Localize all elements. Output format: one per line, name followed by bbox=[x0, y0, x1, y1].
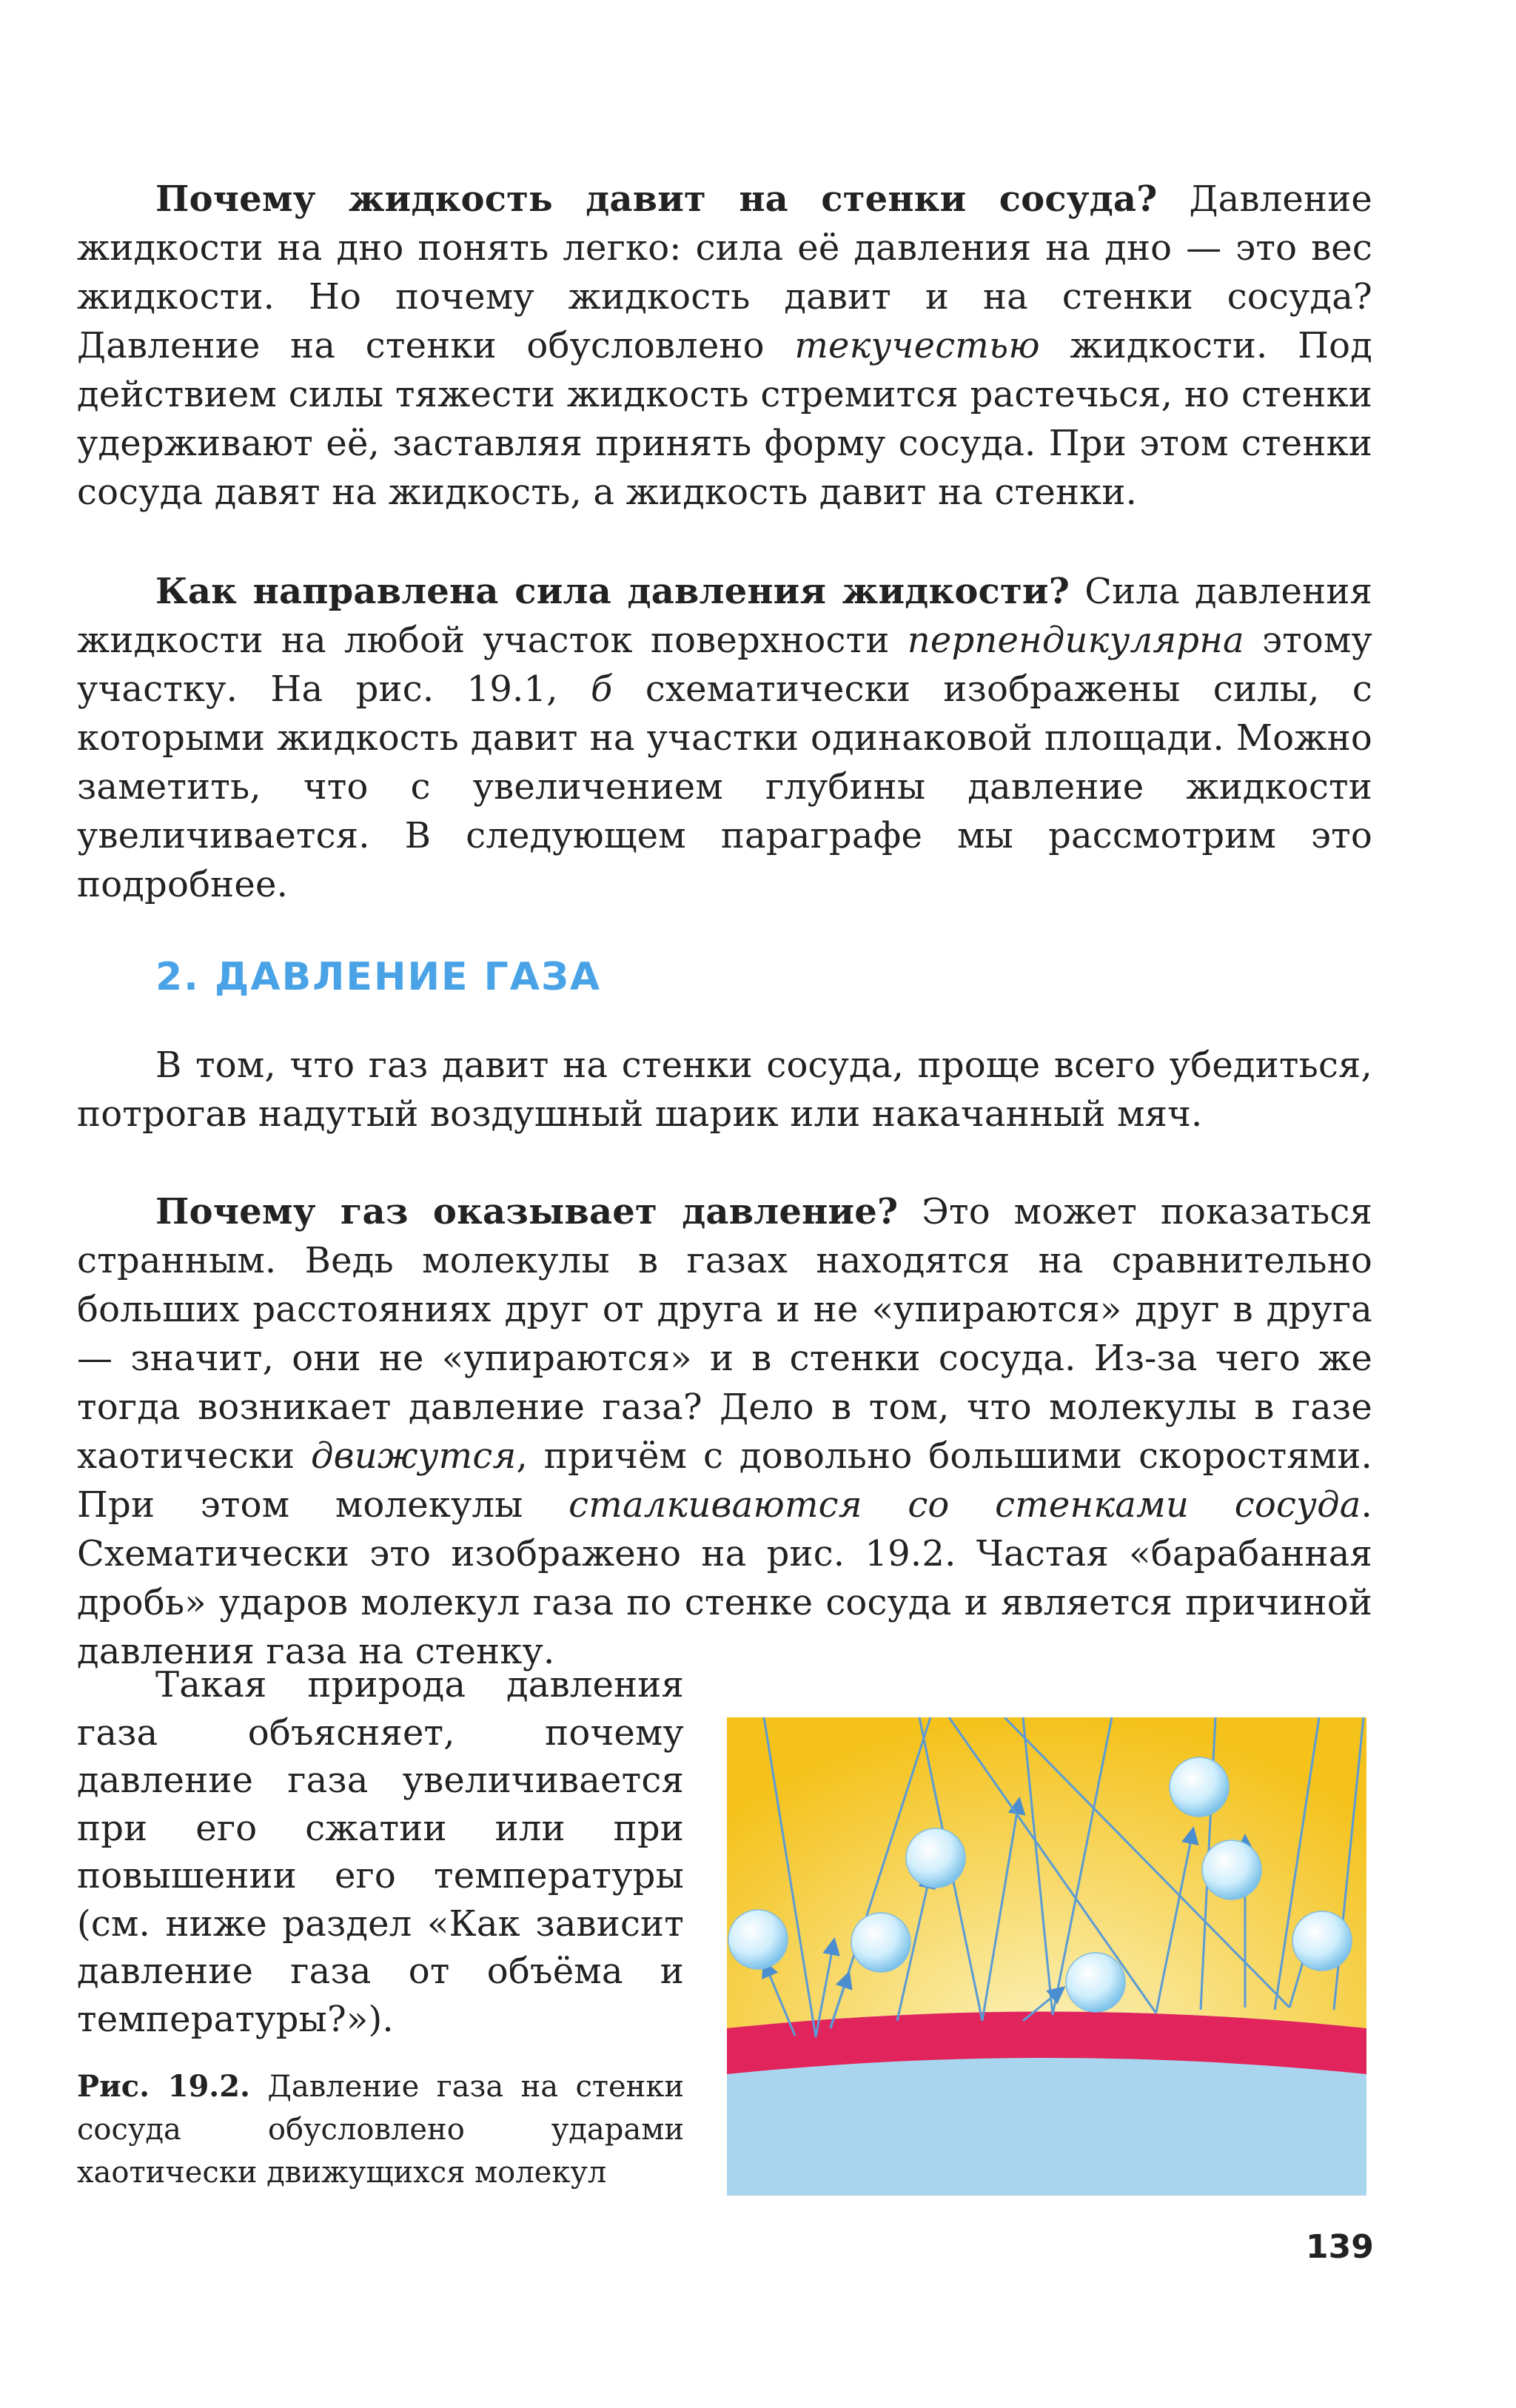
caption-text: Давление газа на стенки сосуда обусловлено ударами хаотически движущихся молекул bbox=[77, 2070, 684, 2190]
figure-caption bbox=[77, 2065, 684, 2194]
paragraph-gas-pressure bbox=[77, 1187, 1372, 1676]
italic-term: движутся bbox=[311, 1435, 517, 1477]
paragraph-text-span: Давление жидкости на дно понять легко: сила её давления на дно — это вес жидкости. Но почему жидкость давит и на стенки сосуда? Давление на стенки обусловлено bbox=[77, 178, 1372, 366]
intro-text: В том, что газ давит на стенки сосуда, проще всего убедиться, потрогав надутый воздушный шарик или накачанный мяч. bbox=[77, 1044, 1372, 1135]
paragraph-text bbox=[77, 175, 1372, 517]
paragraph-text bbox=[77, 1187, 1372, 1676]
paragraph-lead: Как направлена сила давления жидкости? bbox=[155, 571, 1070, 612]
paragraph-text-span: Это может показаться странным. Ведь молекулы в газах находятся на сравнительно больших расстояниях друг от друга и не «упираются» друг в друга — значит, они не «упираются» и в стенки сосуда. Из-за чего же тогда возникает давление газа? Дело в том, что молекулы в газе хаотически bbox=[77, 1191, 1372, 1477]
paragraph-force-direction bbox=[77, 567, 1372, 909]
paragraph-text-span: этому участку. На рис. 19.1, bbox=[77, 620, 1372, 710]
paragraph-text-span: . Схематически это изображено на рис. 19.2. Частая «барабанная дробь» ударов молекул газа по стенке сосуда и является причиной давления газа на стенку. bbox=[77, 1484, 1372, 1672]
paragraph-text-span: жидкости. Под действием силы тяжести жидкость стремится растечься, но стенки удерживают её, заставляя принять форму сосуда. При этом стенки сосуда давят на жидкость, а жидкость давит на стенки. bbox=[77, 325, 1372, 513]
gas-molecules-figure bbox=[727, 1717, 1366, 2196]
paragraph-liquid-walls bbox=[77, 175, 1372, 517]
molecule bbox=[1066, 1953, 1125, 2012]
italic-term: сталкиваются со стенками сосуда bbox=[568, 1484, 1361, 1526]
section-intro bbox=[77, 1041, 1372, 1138]
paragraph-text-span: , причём с довольно большими скоростями. При этом молекулы bbox=[77, 1435, 1372, 1526]
molecule bbox=[728, 1910, 788, 1969]
italic-term: перпендикулярна bbox=[907, 620, 1244, 661]
caption-label: Рис. 19.2. bbox=[77, 2069, 250, 2104]
molecule bbox=[1202, 1840, 1261, 1899]
side-paragraph bbox=[77, 1661, 684, 2043]
paragraph-text-span: Сила давления жидкости на любой участок поверхности bbox=[77, 571, 1372, 661]
page-number: 139 bbox=[1306, 2228, 1374, 2266]
paragraph-lead: Почему газ оказывает давление? bbox=[155, 1191, 899, 1232]
italic-term: б bbox=[591, 668, 613, 710]
molecule bbox=[906, 1828, 965, 1888]
italic-term: текучестью bbox=[794, 325, 1040, 366]
side-paragraph-text: Такая природа давления газа объясняет, почему давление газа увеличивается при его сжатии или при повышении его температуры (см. ниже раздел «Как зависит давление газа от объёма и температуры?»). bbox=[77, 1664, 684, 2040]
paragraph-text-span: схематически изображены силы, с которыми жидкость давит на участки одинаковой площади. Можно заметить, что с увеличением глубины давление жидкости увеличивается. В следующем параграфе мы рассмотрим это подробнее. bbox=[77, 668, 1372, 905]
paragraph-text bbox=[77, 567, 1372, 909]
molecule bbox=[851, 1913, 910, 1972]
molecule bbox=[1170, 1757, 1229, 1817]
section-heading: 2. ДАВЛЕНИЕ ГАЗА bbox=[155, 955, 602, 999]
paragraph-lead: Почему жидкость давит на стенки сосуда? bbox=[155, 178, 1158, 220]
molecule bbox=[1292, 1911, 1352, 1971]
